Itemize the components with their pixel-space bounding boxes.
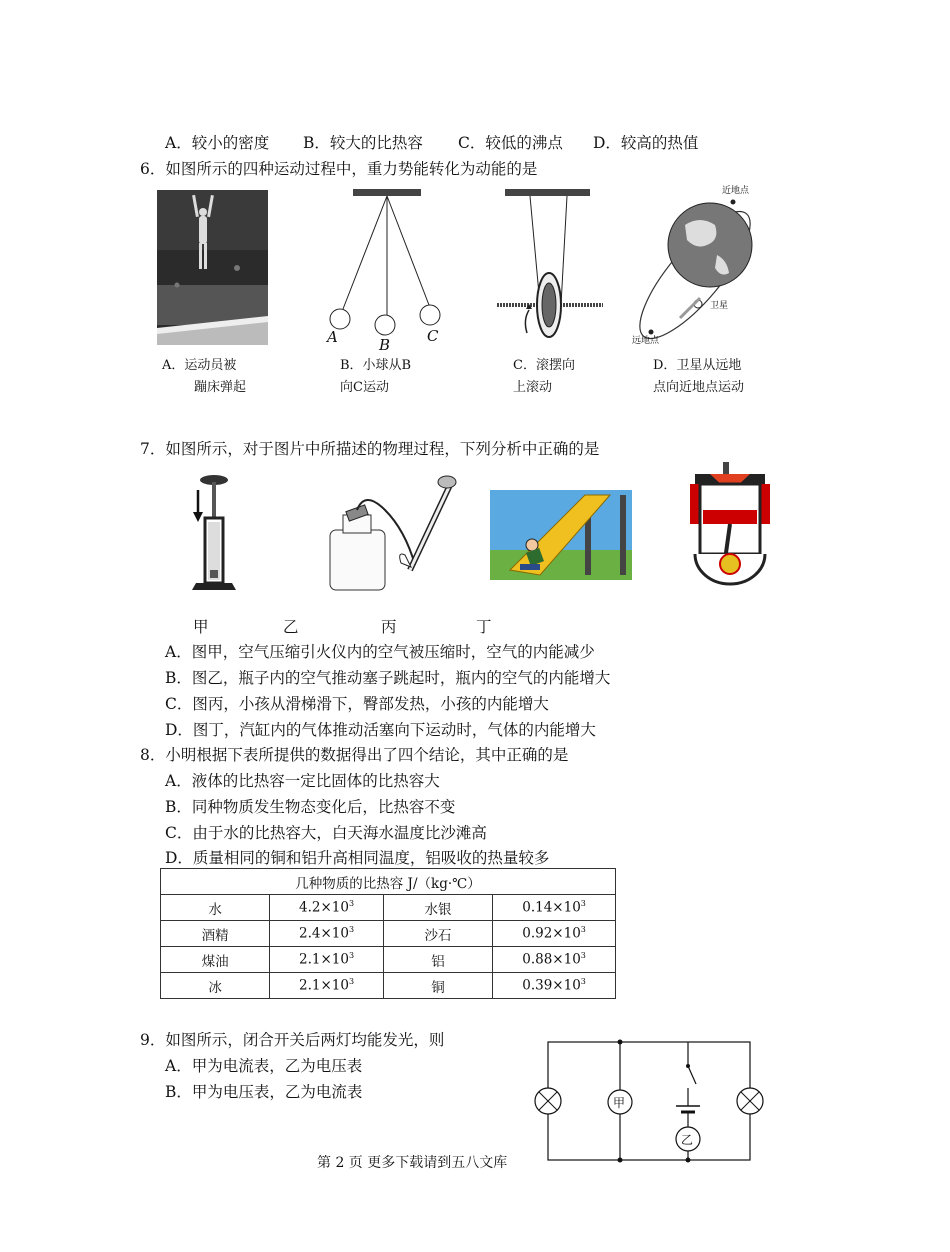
q6-caption-b: [340, 355, 411, 399]
table-value: 0.92×10: [522, 925, 581, 942]
meter-jia-label: 甲: [613, 1096, 626, 1110]
q6-caption-c-line2: 上滚动: [513, 380, 553, 395]
table-row: [161, 895, 616, 921]
q8-option-c: C．由于水的比热容大，白天海水温度比沙滩高: [165, 824, 487, 842]
table-cell: [493, 921, 616, 947]
table-cell: [493, 973, 616, 999]
fig-label-bing: 丙: [381, 618, 397, 636]
table-value: 0.14×10: [522, 899, 581, 916]
q9-stem: 9．如图所示，闭合开关后两灯均能发光，则: [140, 1031, 445, 1049]
pendulum-label-a: A: [327, 328, 338, 346]
table-cell: [270, 921, 384, 947]
table-value: 4.2×10: [299, 899, 349, 916]
fire-syringe-figure: [180, 470, 250, 600]
q6-caption-a-line2: 蹦床弹起: [194, 380, 247, 395]
q6-caption-b-line1: B．小球从B: [340, 358, 412, 373]
table-value: 2.1×10: [299, 951, 349, 968]
lamp-right-icon: [737, 1088, 763, 1114]
circuit-diagram: [530, 1030, 770, 1170]
table-title-row: [161, 869, 616, 895]
q7-option-c: C．图丙，小孩从滑梯滑下，臀部发热，小孩的内能增大: [165, 695, 549, 713]
meter-yi-label: 乙: [681, 1133, 694, 1147]
near-point-label: 近地点: [722, 186, 750, 196]
q5-option-b: B．较大的比热容: [303, 134, 423, 152]
q6-caption-d-line2: 点向近地点运动: [653, 380, 745, 395]
table-cell: 煤油: [161, 947, 270, 973]
table-exponent: 3: [580, 951, 586, 961]
table-title: 几种物质的比热容 J/（kg·℃）: [161, 869, 616, 895]
table-cell: [270, 895, 384, 921]
table-cell: 水银: [383, 895, 492, 921]
q5-option-a: A．较小的密度: [165, 134, 270, 152]
table-cell: 水: [161, 895, 270, 921]
satellite-label: 卫星: [710, 301, 729, 311]
fig-label-ding: 丁: [476, 618, 492, 636]
table-cell: 沙石: [383, 921, 492, 947]
table-exponent: 3: [349, 977, 355, 987]
table-row: [161, 921, 616, 947]
q9-option-a: A．甲为电流表，乙为电压表: [165, 1057, 363, 1075]
table-row: [161, 973, 616, 999]
pendulum-label-c: C: [427, 327, 439, 345]
table-cell: 酒精: [161, 921, 270, 947]
q6-caption-c-line1: C．滚摆向: [513, 358, 575, 373]
table-exponent: 3: [349, 925, 355, 935]
q8-option-a: A．液体的比热容一定比固体的比热容大: [165, 772, 440, 790]
table-value: 0.88×10: [522, 951, 581, 968]
table-exponent: 3: [349, 899, 355, 909]
table-exponent: 3: [580, 977, 586, 987]
table-exponent: 3: [349, 951, 355, 961]
table-value: 0.39×10: [522, 977, 581, 994]
q7-stem: 7．如图所示，对于图片中所描述的物理过程，下列分析中正确的是: [140, 440, 600, 458]
q9-option-b: B．甲为电压表，乙为电流表: [165, 1083, 363, 1101]
q8-stem: 8．小明根据下表所提供的数据得出了四个结论，其中正确的是: [140, 746, 569, 764]
table-exponent: 3: [580, 899, 586, 909]
q6-caption-b-line2: 向C运动: [340, 380, 389, 395]
table-cell: [270, 973, 384, 999]
q6-caption-d-line1: D．卫星从远地: [653, 358, 742, 373]
q5-option-c: C．较低的沸点: [458, 134, 563, 152]
bottle-pump-figure: [325, 470, 465, 595]
satellite-orbit-diagram: [625, 180, 765, 350]
table-cell: 铝: [383, 947, 492, 973]
table-exponent: 3: [580, 925, 586, 935]
pendulum-diagram: [320, 185, 460, 355]
q6-stem: 6．如图所示的四种运动过程中，重力势能转化为动能的是: [140, 160, 538, 178]
q6-caption-a-line1: A．运动员被: [162, 358, 237, 373]
fig-label-jia: 甲: [193, 618, 209, 636]
table-value: 2.1×10: [299, 977, 349, 994]
q7-option-d: D．图丁，汽缸内的气体推动活塞向下运动时，气体的内能增大: [165, 721, 596, 739]
table-cell: [493, 947, 616, 973]
engine-cylinder-figure: [685, 460, 775, 590]
q6-caption-a: [162, 355, 246, 399]
fig-label-yi: 乙: [283, 618, 299, 636]
table-cell: 铜: [383, 973, 492, 999]
rolling-wheel-diagram: [495, 185, 610, 345]
slide-scene-figure: [490, 490, 632, 580]
q8-option-b: B．同种物质发生物态变化后，比热容不变: [165, 798, 456, 816]
trampoline-photo: [157, 190, 268, 345]
q8-option-d: D．质量相同的铜和铝升高相同温度，铝吸收的热量较多: [165, 849, 550, 867]
table-cell: 冰: [161, 973, 270, 999]
q6-caption-d: [653, 355, 744, 399]
table-row: [161, 947, 616, 973]
lamp-left-icon: [535, 1088, 561, 1114]
pendulum-label-b: B: [379, 336, 391, 354]
q6-caption-c: [513, 355, 575, 399]
q5-option-d: D．较高的热值: [593, 134, 699, 152]
specific-heat-table: [160, 868, 616, 999]
far-point-label: 远地点: [632, 336, 660, 346]
table-value: 2.4×10: [299, 925, 349, 942]
q7-option-b: B．图乙，瓶子内的空气推动塞子跳起时，瓶内的空气的内能增大: [165, 669, 611, 687]
q7-option-a: A．图甲，空气压缩引火仪内的空气被压缩时，空气的内能减少: [165, 643, 595, 661]
table-cell: [270, 947, 384, 973]
table-cell: [493, 895, 616, 921]
page-footer: 第 2 页 更多下载请到五八文库: [317, 1155, 508, 1171]
